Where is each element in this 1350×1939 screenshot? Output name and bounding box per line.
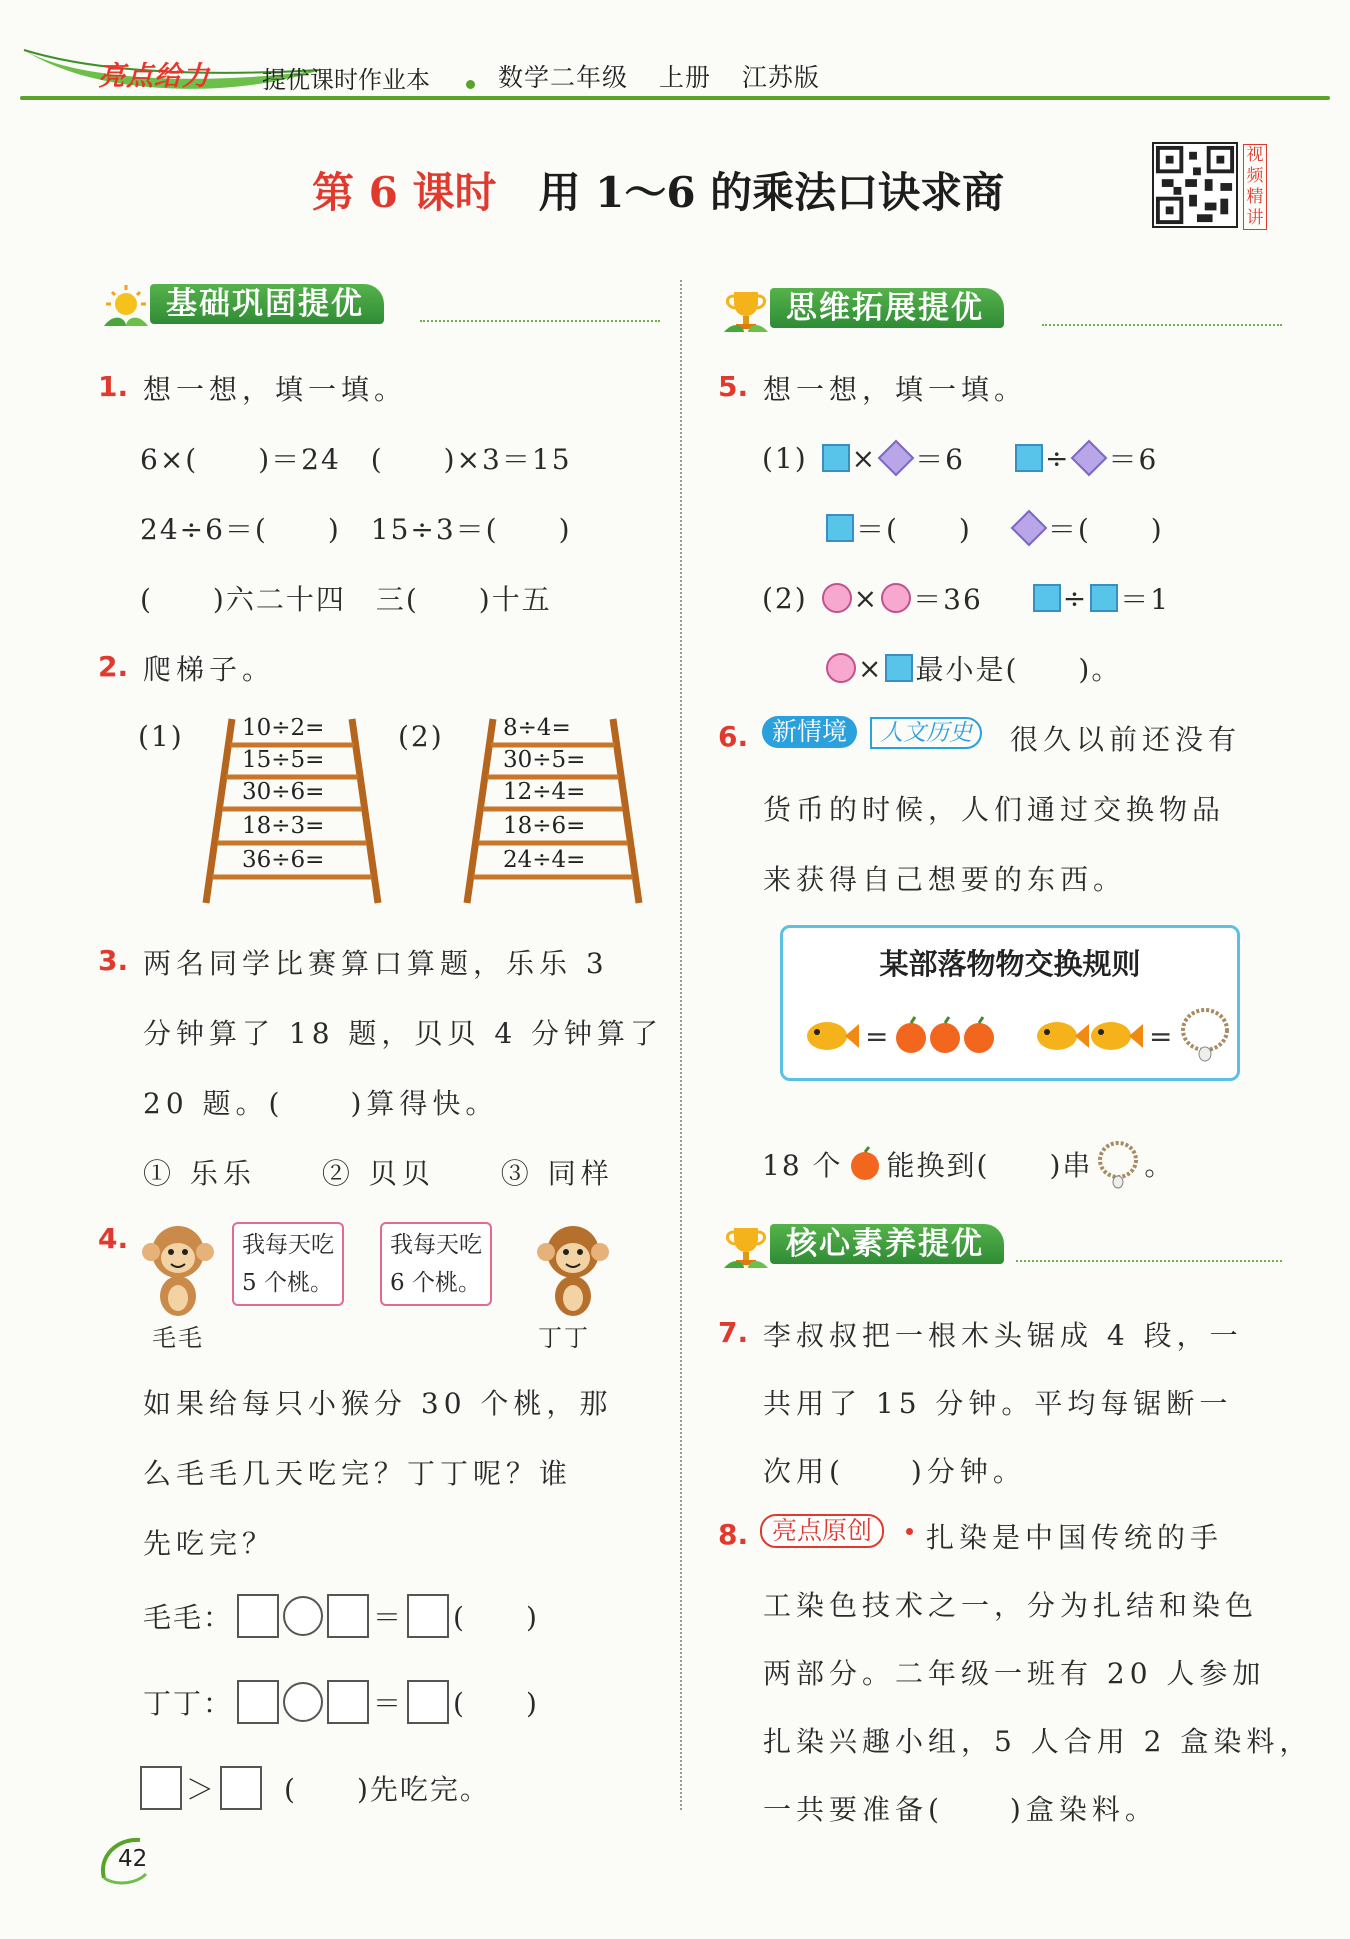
q7-line: 共用了 15 分钟。平均每锯断一 [763, 1387, 1233, 1420]
q8-line: 扎染是中国传统的手 [926, 1521, 1224, 1554]
section-core-title: 核心素养提优 [770, 1224, 1004, 1264]
q8-line: 工染色技术之一，分为扎结和染色 [763, 1589, 1259, 1622]
q4-line: 么毛毛几天吃完？丁丁呢？谁 [143, 1457, 573, 1490]
exchange-rules-illustration [795, 1006, 1235, 1066]
q1-line: 24÷6＝( ) 15÷3＝( ) [140, 513, 572, 546]
operator: ÷ [1062, 581, 1089, 615]
q5-row-4 [826, 648, 1121, 688]
first-finisher-blank[interactable]: ( )先吃完。 [284, 1773, 490, 1806]
blue-square-icon [885, 654, 913, 682]
section-thinking-title: 思维拓展提优 [770, 288, 1004, 328]
header-rule [20, 96, 1330, 100]
q6-question-part: 18 个 [762, 1149, 843, 1182]
q7-line: 次用( )分钟。 [763, 1455, 1026, 1488]
equation-result: ＝6 [915, 443, 965, 476]
answer-box[interactable] [237, 1594, 279, 1638]
purple-diamond-icon [1010, 510, 1047, 547]
book-info: 数学二年级 上册 江苏版 [498, 63, 820, 92]
row-label: 丁丁： [143, 1687, 234, 1720]
question-number: 5. [718, 370, 749, 403]
q6-question-row [762, 1138, 1174, 1190]
section-basic-title: 基础巩固提优 [150, 284, 384, 324]
answer-box[interactable] [407, 1594, 449, 1638]
q5-row-3 [762, 578, 1170, 618]
orange-icon [896, 1017, 994, 1053]
q5-row-2 [826, 508, 1164, 548]
svg-text:=: = [865, 1020, 889, 1053]
operator: ÷ [1044, 441, 1071, 475]
answer-box[interactable] [140, 1766, 182, 1810]
monkey-name-right: 丁丁 [538, 1324, 590, 1352]
answer-blank[interactable]: 最小是( )。 [915, 653, 1122, 686]
question-number: 8. [718, 1518, 749, 1551]
answer-blank[interactable]: ＝( ) [1047, 513, 1164, 546]
question-number: 3. [98, 944, 129, 977]
q8-line: 两部分。二年级一班有 20 人参加 [763, 1657, 1266, 1690]
answer-blank[interactable]: ＝( ) [856, 513, 972, 546]
q7-line: 李叔叔把一根木头锯成 4 段，一 [763, 1319, 1243, 1352]
blue-square-icon [1015, 444, 1043, 472]
q1-line: ( )六二十四 三( )十五 [140, 583, 552, 616]
lesson-name: 用 1～6 的乘法口诀求商 [538, 168, 1005, 217]
q3-options: ① 乐乐 ② 贝贝 ③ 同样 [143, 1157, 614, 1190]
trophy-icon [720, 1222, 772, 1270]
answer-box[interactable] [327, 1680, 369, 1724]
trophy-icon [720, 286, 772, 334]
q6-answer-blank[interactable]: 能换到( )串 [886, 1149, 1093, 1182]
blue-square-icon [822, 444, 850, 472]
dotted-rule [420, 320, 660, 322]
ladder-2 [463, 715, 643, 905]
svg-text:=: = [1149, 1020, 1173, 1053]
part-label: (1) [762, 441, 808, 475]
operator: × [851, 441, 878, 475]
qr-video-label: 视频精讲 [1243, 144, 1267, 230]
q5-prompt: 想一想，填一填。 [763, 373, 1028, 406]
page-number: 42 [118, 1846, 148, 1872]
tag-dot [906, 1528, 913, 1535]
q8-line: 扎染兴趣小组，5 人合用 2 盒染料， [763, 1725, 1313, 1758]
humanities-tag: 人文历史 [870, 717, 982, 749]
answer-box[interactable] [327, 1594, 369, 1638]
ladder-step: 30÷5= [503, 747, 586, 773]
dotted-rule [1016, 1260, 1282, 1262]
pink-circle-icon [826, 653, 856, 683]
ladder-step: 30÷6= [242, 779, 325, 805]
q3-line: 分钟算了 18 题，贝贝 4 分钟算了 [143, 1017, 664, 1050]
exchange-rules-title: 某部落物物交换规则 [879, 947, 1141, 981]
column-divider [680, 280, 682, 1810]
qr-code-icon[interactable] [1152, 142, 1238, 228]
sun-leaf-icon [100, 282, 152, 330]
ladder-step: 15÷5= [242, 747, 325, 773]
fish-icon [1037, 1022, 1089, 1050]
fish-icon [807, 1022, 859, 1050]
ladder-label: (1) [138, 720, 184, 753]
q4-compare-row: ＞ ( )先吃完。 [140, 1766, 490, 1810]
q6-question-end: 。 [1144, 1149, 1175, 1182]
operator: × [858, 651, 884, 685]
q1-prompt: 想一想，填一填。 [143, 373, 408, 406]
q3-line: 20 题。( )算得快。 [143, 1087, 499, 1120]
section-core [720, 1222, 1280, 1266]
speech-bubble-left [232, 1222, 344, 1306]
bubble-line: 6 个桃。 [390, 1270, 481, 1296]
q4-equation-row-2: 丁丁： ＝ ( ) [143, 1680, 539, 1724]
ladder-step: 24÷4= [503, 847, 586, 873]
unit-paren[interactable]: ( ) [453, 1687, 539, 1720]
exchange-rules-box [780, 925, 1240, 1081]
row-label: 毛毛： [143, 1601, 234, 1634]
section-basic [100, 282, 660, 326]
section-thinking [720, 286, 1280, 330]
ladder-step: 8÷4= [503, 715, 571, 741]
ladder-step: 18÷6= [503, 813, 586, 839]
ladder-label: (2) [398, 720, 444, 753]
speech-bubble-right [380, 1222, 492, 1306]
operator-circle[interactable] [283, 1682, 323, 1722]
dotted-rule [1042, 324, 1282, 326]
q6-line: 很久以前还没有 [1010, 723, 1242, 756]
ladder-step: 12÷4= [503, 779, 586, 805]
question-number: 4. [98, 1222, 129, 1255]
q2-prompt: 爬梯子。 [143, 653, 276, 686]
lesson-number: 第 6 课时 [312, 168, 497, 217]
question-number: 1. [98, 370, 129, 403]
brand-logo-text: 亮点给力 [98, 61, 210, 92]
pink-circle-icon [881, 583, 911, 613]
bubble-line: 5 个桃。 [242, 1270, 333, 1296]
blue-square-icon [1033, 584, 1061, 612]
original-tag: 亮点原创 [760, 1514, 884, 1548]
monkey-icon [133, 1220, 223, 1320]
q1-line: 6×( )＝24 ( )×3＝15 [140, 443, 572, 476]
question-number: 6. [718, 720, 749, 753]
q6-line: 货币的时候，人们通过交换物品 [763, 793, 1226, 826]
ladder-1 [202, 715, 382, 905]
necklace-icon [1183, 1010, 1227, 1061]
bubble-line: 我每天吃 [390, 1232, 482, 1258]
fish-icon [1091, 1022, 1143, 1050]
q4-line: 如果给每只小猴分 30 个桃，那 [143, 1387, 613, 1420]
orange-icon [847, 1146, 883, 1182]
equation-result: ＝6 [1108, 443, 1159, 476]
blue-square-icon [826, 514, 854, 542]
necklace-icon [1096, 1138, 1140, 1190]
purple-diamond-icon [878, 440, 915, 477]
unit-paren[interactable]: ( ) [453, 1601, 539, 1634]
q4-equation-row-1: 毛毛： ＝ ( ) [143, 1594, 539, 1638]
monkey-name-left: 毛毛 [152, 1324, 204, 1352]
ladder-step: 36÷6= [242, 847, 325, 873]
book-series-title: 提优课时作业本 [262, 66, 430, 94]
lesson-title [312, 160, 1004, 220]
answer-box[interactable] [220, 1766, 262, 1810]
part-label: (2) [762, 581, 808, 615]
equation-result: ＝1 [1120, 583, 1171, 616]
q6-line: 来获得自己想要的东西。 [763, 863, 1127, 896]
blue-square-icon [1090, 584, 1118, 612]
header-dot [466, 80, 475, 89]
q8-line: 一共要准备( )盒染料。 [763, 1793, 1158, 1826]
ladder-step: 18÷3= [242, 813, 325, 839]
ladder-step: 10÷2= [242, 715, 325, 741]
equation-result: ＝36 [913, 583, 983, 616]
bubble-line: 我每天吃 [242, 1232, 334, 1258]
purple-diamond-icon [1071, 440, 1108, 477]
answer-box[interactable] [237, 1680, 279, 1724]
q4-line: 先吃完？ [143, 1527, 276, 1560]
monkey-icon [528, 1220, 618, 1320]
operator: × [853, 581, 880, 615]
operator-circle[interactable] [283, 1596, 323, 1636]
q5-row-1 [762, 438, 1158, 478]
new-context-tag: 新情境 [762, 716, 857, 748]
question-number: 2. [98, 650, 129, 683]
q3-line: 两名同学比赛算口算题，乐乐 3 [143, 947, 609, 980]
pink-circle-icon [822, 583, 852, 613]
answer-box[interactable] [407, 1680, 449, 1724]
question-number: 7. [718, 1316, 749, 1349]
